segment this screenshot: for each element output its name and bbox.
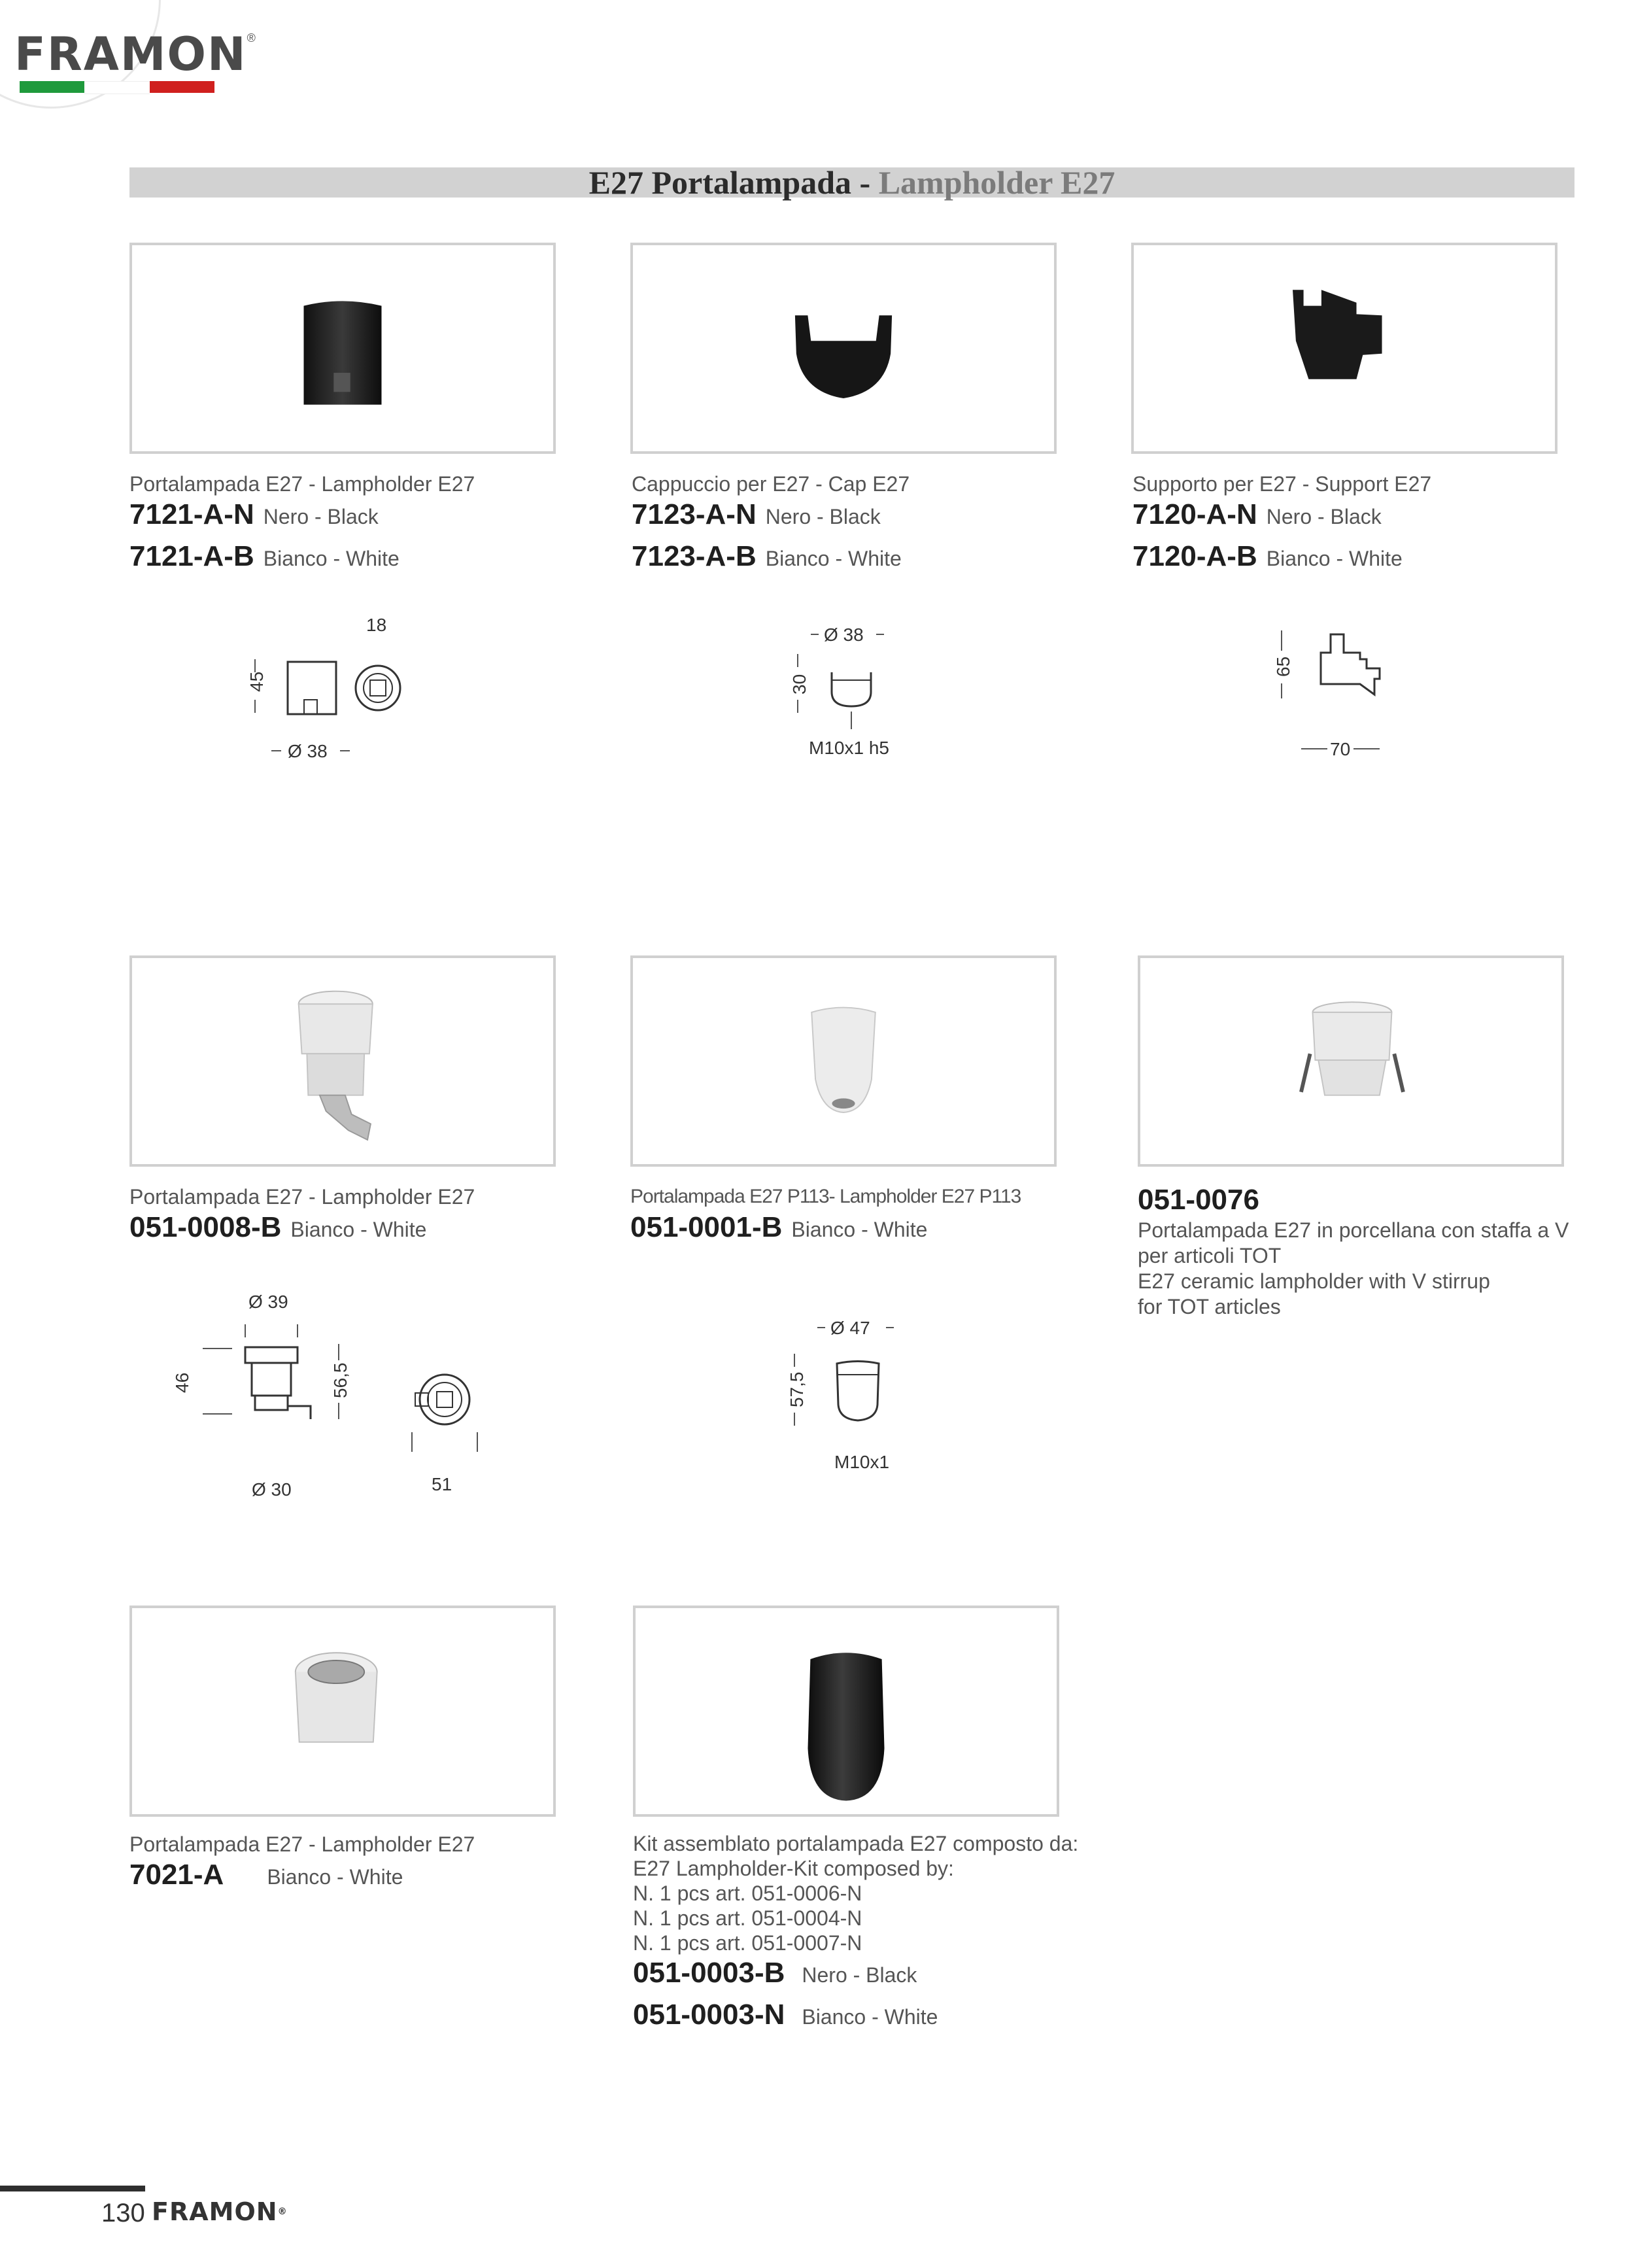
italian-flag-stripe [20, 81, 214, 93]
product-info-051-0001 [630, 1184, 1021, 1252]
kit-line: N. 1 pcs art. 051-0004-N [633, 1906, 862, 1930]
product-image-051-0001 [630, 955, 1057, 1167]
product-variant: Bianco - White [290, 1218, 427, 1241]
technical-drawing-7120 [1268, 621, 1425, 765]
dim-height: 46 [172, 1372, 192, 1393]
product-code: 051-0076 [1138, 1184, 1259, 1216]
product-variant: Bianco - White [802, 2005, 938, 2029]
dim-diameter: Ø 38 [824, 625, 864, 645]
product-code-row [633, 1997, 1078, 2039]
product-code-row [633, 1955, 1078, 1997]
product-code-row [1132, 539, 1431, 581]
flag-green [20, 81, 84, 93]
technical-drawing-7121 [242, 608, 425, 765]
product-info-7120 [1132, 471, 1431, 581]
product-code: 7123-A-B [632, 540, 757, 572]
product-code-row [630, 1210, 1021, 1252]
registered-mark: ® [247, 31, 256, 44]
product-variant: Bianco - White [267, 1865, 403, 1889]
product-image-7123 [630, 243, 1057, 454]
flag-red [150, 81, 214, 93]
product-image-051-0008 [129, 955, 556, 1167]
product-variant: Bianco - White [1266, 547, 1403, 570]
footer-registered-mark: ® [277, 2207, 288, 2217]
brand-logo-text: FRAMON [14, 27, 247, 81]
product-variant: Bianco - White [263, 547, 400, 570]
product-code-row [632, 497, 910, 539]
product-variant: Bianco - White [765, 547, 902, 570]
product-info-051-0076 [1138, 1182, 1569, 1320]
dim-width: 70 [1330, 739, 1351, 759]
product-code: 051-0003-N [633, 1999, 785, 2031]
product-code-row [129, 497, 475, 539]
kit-line: E27 Lampholder-Kit composed by: [633, 1857, 954, 1880]
product-info-7123 [632, 471, 910, 581]
product-image-7120 [1131, 243, 1557, 454]
dim-width-label: 51 [432, 1474, 452, 1494]
kit-line: N. 1 pcs art. 051-0007-N [633, 1931, 862, 1955]
product-variant: Nero - Black [802, 1963, 917, 1987]
product-variant: Bianco - White [791, 1218, 928, 1241]
page-title [129, 163, 1574, 201]
product-code: 7121-A-B [129, 540, 254, 572]
footer-brand-text: FRAMON [152, 2197, 278, 2226]
title-alt: Lampholder E27 [878, 164, 1115, 201]
dim-height: 65 [1273, 656, 1293, 677]
product-variant: Nero - Black [263, 505, 379, 528]
dim-diameter: Ø 47 [830, 1318, 870, 1338]
product-code-row [129, 1210, 475, 1252]
product-description: Portalampada E27 - Lampholder E27 [129, 1185, 475, 1209]
product-description: Portalampada E27 P113- Lampholder E27 P113 [630, 1186, 1021, 1207]
dim-thread: M10x1 h5 [809, 738, 889, 758]
product-code: 7121-A-N [129, 498, 254, 530]
technical-drawing-051-0001 [778, 1314, 935, 1485]
porcelain-p113-image [633, 958, 1054, 1164]
product-description: Supporto per E27 - Support E27 [1132, 472, 1432, 496]
dim-diameter: Ø 38 [288, 741, 328, 761]
product-info-7021 [129, 1831, 475, 1899]
product-variant: Nero - Black [765, 505, 881, 528]
dim-top-diameter: Ø 39 [248, 1292, 288, 1312]
dim-height-2: 56,5 [330, 1362, 350, 1398]
product-code-row [129, 539, 475, 581]
dim-thread: M10x1 [834, 1452, 890, 1472]
porcelain-v-stirrup-image [1140, 958, 1561, 1164]
product-description-line: per articoli TOT [1138, 1244, 1282, 1267]
dim-height: 57,5 [787, 1371, 807, 1407]
product-description-line: Portalampada E27 in porcellana con staffa a V [1138, 1218, 1569, 1242]
product-description: Portalampada E27 - Lampholder E27 [129, 472, 475, 496]
product-image-051-0076 [1138, 955, 1564, 1167]
product-code: 051-0008-B [129, 1211, 282, 1243]
cap-black-image [633, 245, 1054, 451]
product-info-051-0003 [633, 1831, 1078, 2039]
flag-white [84, 81, 149, 94]
product-code-row [1132, 497, 1431, 539]
product-info-7121 [129, 471, 475, 581]
product-info-051-0008 [129, 1184, 475, 1252]
product-image-051-0003 [633, 1606, 1059, 1817]
product-code-row [129, 1857, 475, 1899]
product-code: 051-0001-B [630, 1211, 783, 1243]
product-code: 7021-A [129, 1859, 224, 1891]
product-code: 051-0003-B [633, 1957, 785, 1989]
product-description: Cappuccio per E27 - Cap E27 [632, 472, 910, 496]
product-code: 7120-A-N [1132, 498, 1257, 530]
title-main: E27 Portalampada - [588, 164, 879, 201]
product-image-7021 [129, 1606, 556, 1817]
product-variant: Nero - Black [1266, 505, 1382, 528]
kit-line: N. 1 pcs art. 051-0006-N [633, 1881, 862, 1905]
dim-height: 30 [789, 674, 809, 695]
product-code: 7123-A-N [632, 498, 757, 530]
porcelain-lampholder-image [132, 958, 553, 1164]
product-description-line: E27 ceramic lampholder with V stirrup [1138, 1269, 1490, 1293]
product-description: Portalampada E27 - Lampholder E27 [129, 1832, 475, 1856]
dim-bottom-label: Ø 30 [252, 1479, 292, 1500]
dim-height: 45 [247, 671, 267, 692]
page-number: 130 [101, 2199, 145, 2227]
product-code: 7120-A-B [1132, 540, 1257, 572]
porcelain-7021-image [132, 1608, 553, 1814]
product-description-line: for TOT articles [1138, 1295, 1281, 1318]
footer-bar [0, 2186, 145, 2191]
technical-drawing-7123 [778, 615, 935, 765]
support-black-image [1134, 245, 1555, 451]
footer-brand [152, 2196, 288, 2227]
technical-drawing-051-0008 [163, 1288, 490, 1485]
product-code-row [632, 539, 910, 581]
lampholder-black-image [132, 245, 553, 451]
dim-width: 18 [366, 615, 387, 635]
product-image-7121 [129, 243, 556, 454]
kit-black-image [636, 1608, 1057, 1814]
kit-line: Kit assemblato portalampada E27 composto da: [633, 1832, 1079, 1855]
